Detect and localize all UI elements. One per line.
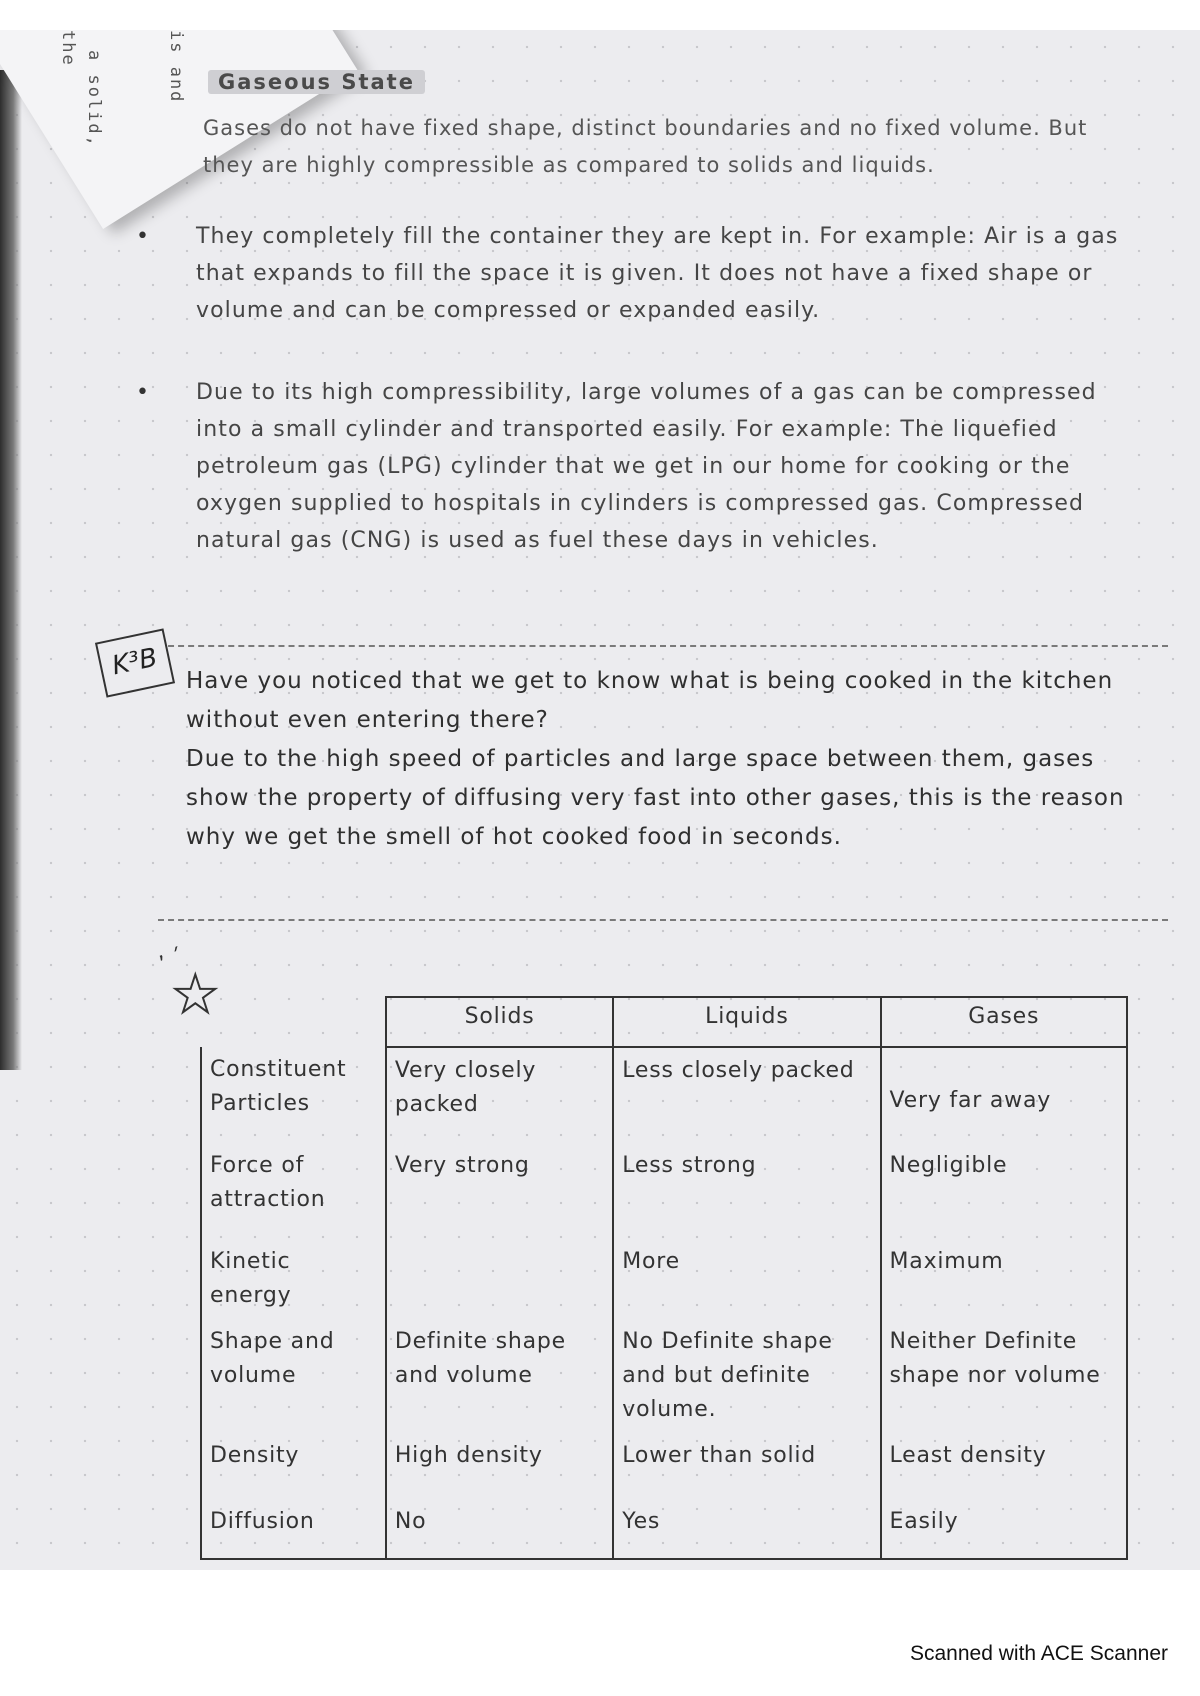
table-cell: More	[613, 1239, 880, 1319]
table-cell: Very closely packed	[386, 1047, 613, 1143]
kb-tag-label: K³B	[95, 628, 175, 697]
table-cell: Least density	[881, 1433, 1128, 1499]
table-row	[201, 1239, 1127, 1319]
table-row	[201, 1047, 1127, 1143]
table-cell: Negligible	[881, 1143, 1128, 1239]
kb-answer: Due to the high speed of particles and large space between them, gases show the property of diffusing very fast into other gases, this is the reason why we get the smell of hot cooked food in seconds.	[186, 746, 1125, 850]
table-cell: No Definite shape and but definite volume.	[613, 1319, 880, 1433]
page-edge-shadow	[0, 70, 22, 1070]
table-cell: Lower than solid	[613, 1433, 880, 1499]
table-header-cell: Gases	[881, 997, 1128, 1047]
table-cell: Yes	[613, 1499, 880, 1559]
bullet-text: They completely fill the container they are kept in. For example: Air is a gas that expands to fill the space it is given. It does not have a fixed shape or volume and can be compressed or expanded easily.	[196, 224, 1119, 323]
table-cell: Kinetic energy	[201, 1239, 386, 1319]
kb-question: Have you noticed that we get to know what is being cooked in the kitchen without even entering there?	[186, 668, 1114, 733]
table-header-cell: Solids	[386, 997, 613, 1047]
table-cell: Shape and volume	[201, 1319, 386, 1433]
star-icon: ★	[172, 965, 219, 1025]
comparison-table	[200, 996, 1128, 1560]
table-cell: Constituent Particles	[201, 1047, 386, 1143]
bullet-dot-icon: •	[136, 380, 151, 405]
intro-paragraph: Gases do not have fixed shape, distinct boundaries and no fixed volume. But they are highly compressible as compared to solids and liquids.	[203, 116, 1088, 177]
notebook-page	[0, 30, 1200, 1570]
table-cell: Neither Definite shape nor volume	[881, 1319, 1128, 1433]
section-heading: Gaseous State	[208, 70, 425, 94]
bullet-item	[136, 374, 1146, 559]
bullet-dot-icon: •	[136, 224, 151, 249]
table-cell: Definite shape and volume	[386, 1319, 613, 1433]
table-cell	[386, 1239, 613, 1319]
table-header-cell: Liquids	[613, 997, 880, 1047]
scrap-text-1: the	[58, 30, 78, 67]
table-cell: No	[386, 1499, 613, 1559]
table-row	[201, 1319, 1127, 1433]
table-header-cell	[201, 997, 386, 1047]
table-row	[201, 1499, 1127, 1559]
table-row	[201, 1433, 1127, 1499]
sparkle-icon: ʼ ˊ	[155, 943, 190, 978]
scrap-text-2: a solid,	[84, 50, 104, 148]
table-cell: Less closely packed	[613, 1047, 880, 1143]
scrap-text-3: is and	[166, 30, 186, 104]
bullet-text: Due to its high compressibility, large volumes of a gas can be compressed into a small cylinder and transported easily. For example: The liquefied petroleum gas (LPG) cylinder that we get in our home for cooking or the oxygen supplied to hospitals in cylinders is compressed gas. Compressed natural gas (CNG) is used as fuel these days in vehicles.	[196, 380, 1097, 553]
table-header-row	[201, 997, 1127, 1047]
table-cell: Less strong	[613, 1143, 880, 1239]
bullet-list	[136, 218, 1146, 329]
table-cell: Very far away	[881, 1047, 1128, 1143]
table-cell: Maximum	[881, 1239, 1128, 1319]
bullet-list-2	[136, 374, 1146, 559]
bullet-item	[136, 218, 1146, 329]
table-cell: Density	[201, 1433, 386, 1499]
knowledge-box-text	[186, 662, 1146, 857]
table-cell: Diffusion	[201, 1499, 386, 1559]
table-cell: Easily	[881, 1499, 1128, 1559]
table-row	[201, 1143, 1127, 1239]
scanner-watermark: Scanned with ACE Scanner	[910, 1642, 1168, 1665]
table-cell: Force of attraction	[201, 1143, 386, 1239]
table-cell: Very strong	[386, 1143, 613, 1239]
table-cell: High density	[386, 1433, 613, 1499]
